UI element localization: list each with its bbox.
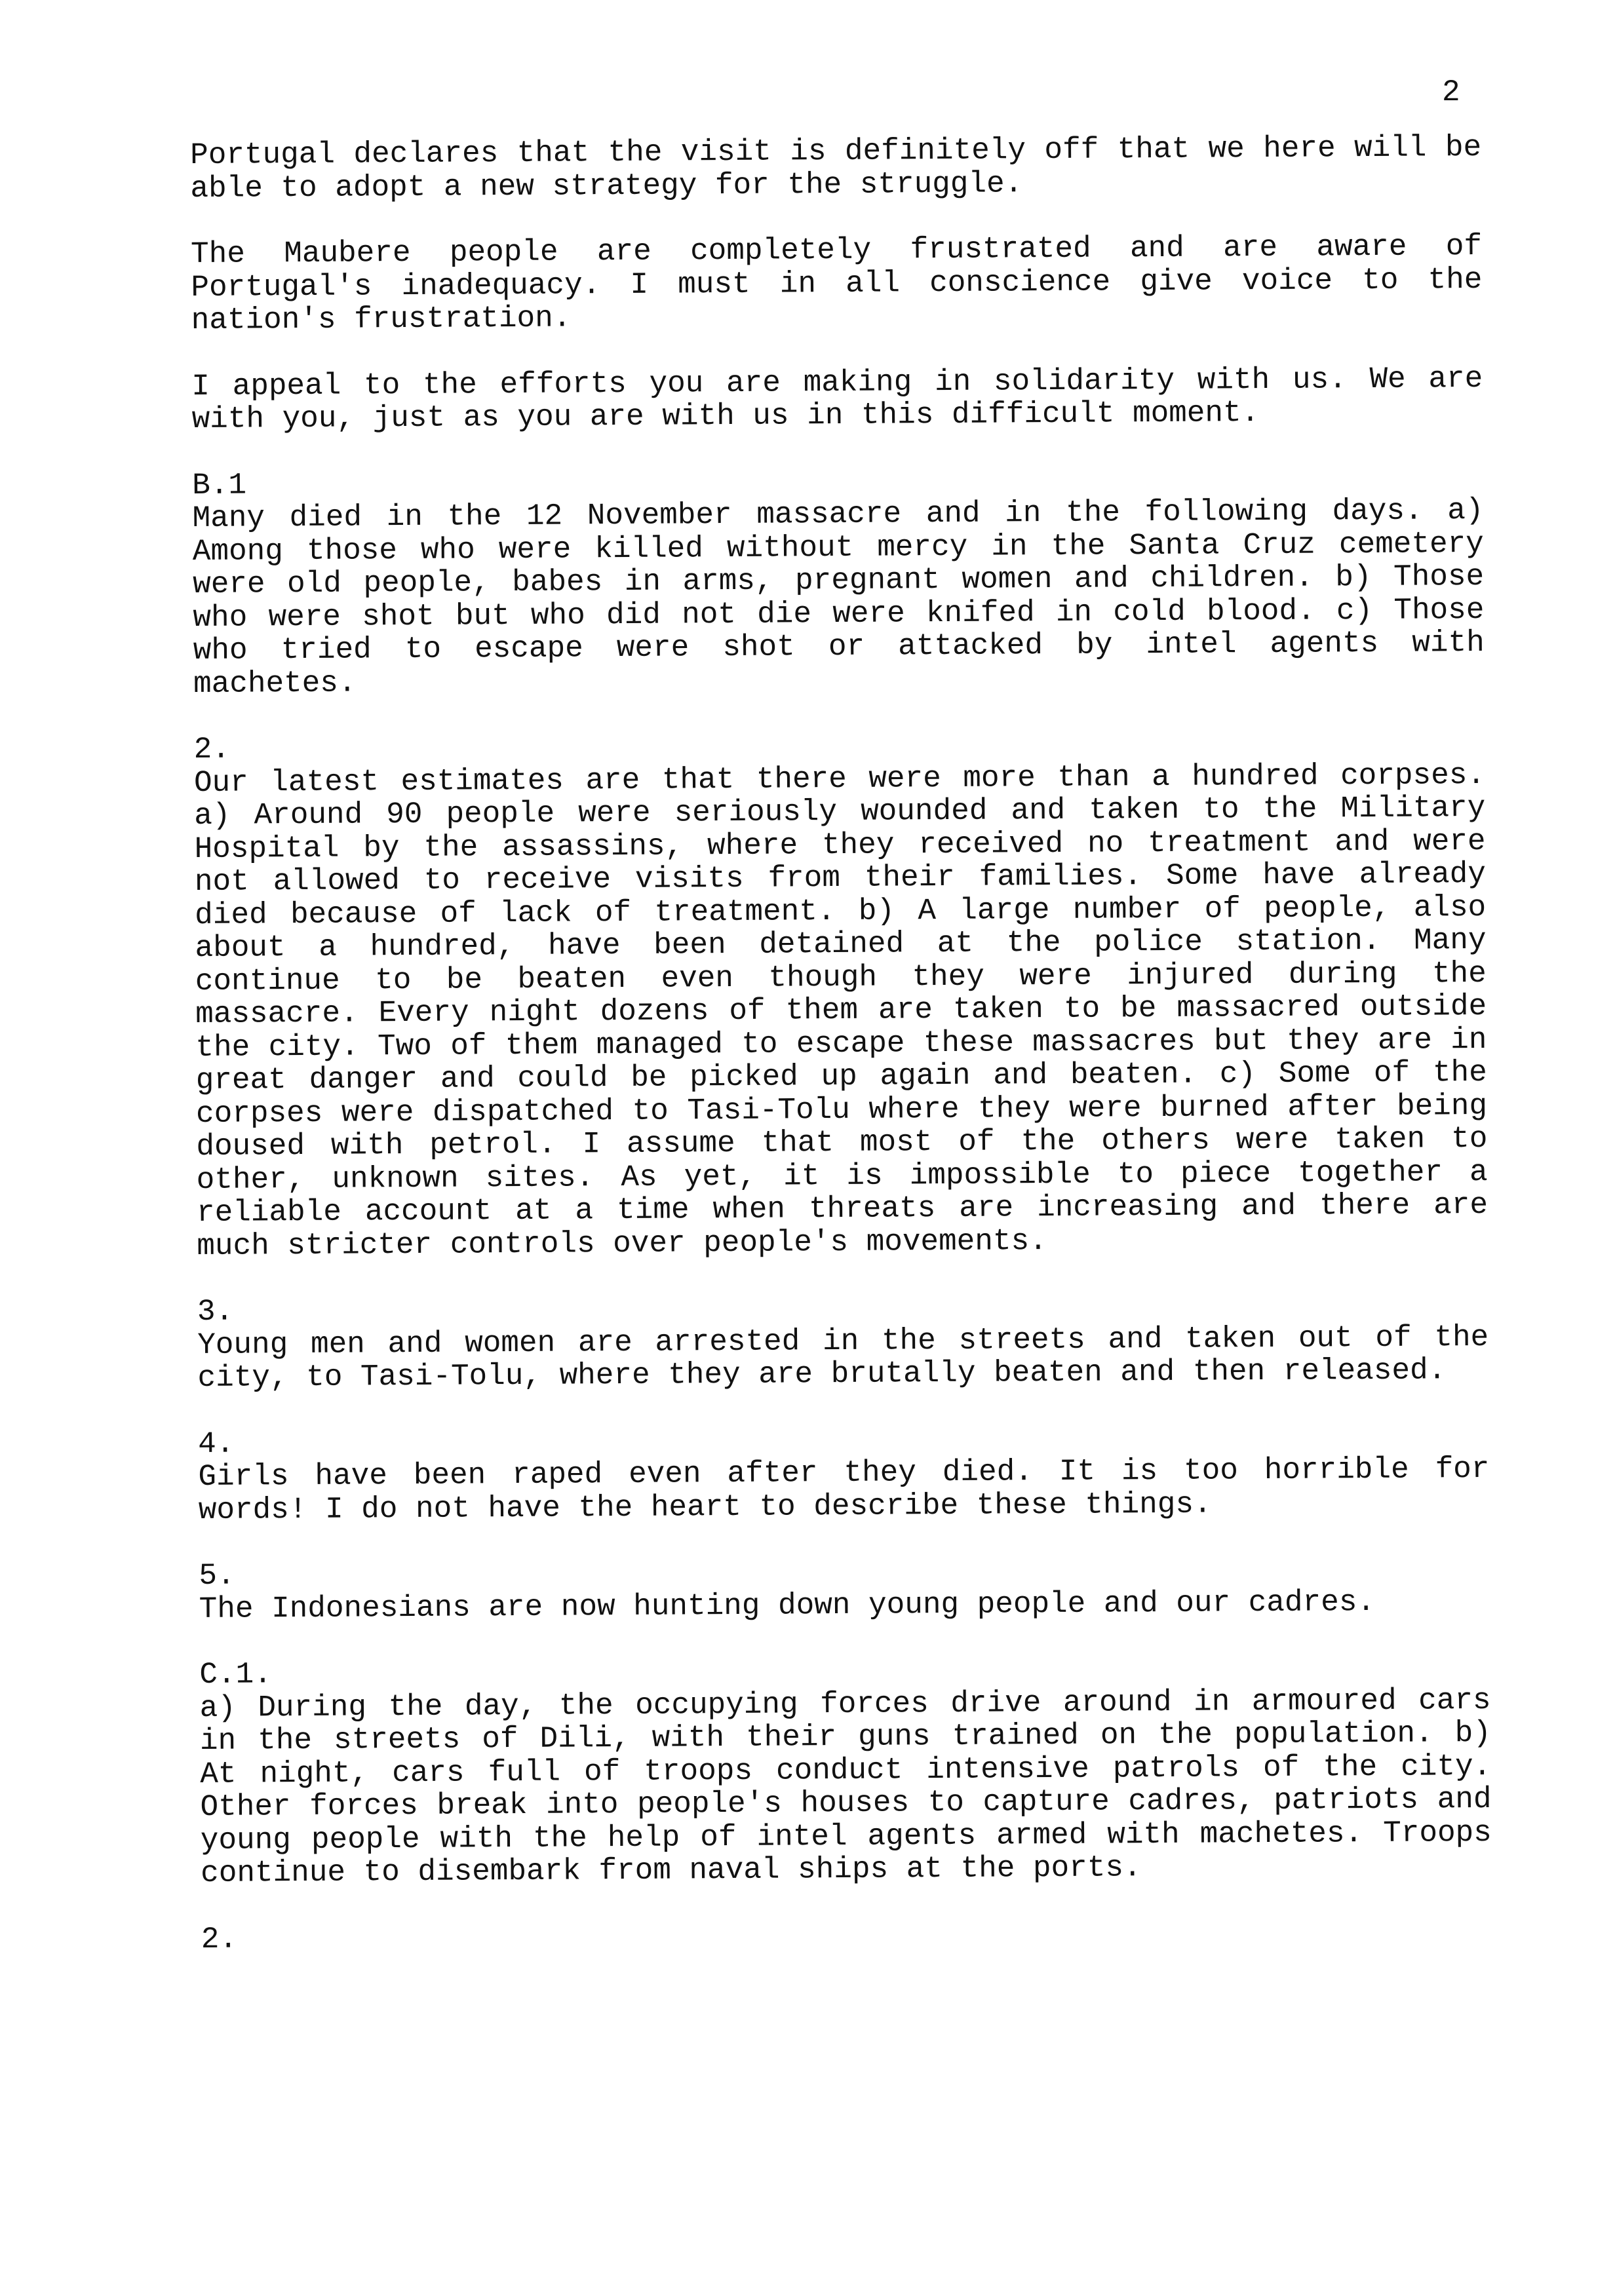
section-label: 2. bbox=[201, 1922, 238, 1957]
section-text: Many died in the 12 November massacre and in the following days. a) Among those who were killed without mercy in the Santa Cruz cemetery were old people, babes in arms, pregnant women and children. b) Those who were shot but who did not die were knifed in cold blood. c) Those who tried to escape were shot or attacked by intel agents with machetes. bbox=[192, 493, 1485, 701]
section-label: 2. bbox=[193, 732, 231, 767]
section-label: 4. bbox=[198, 1426, 235, 1461]
document-body bbox=[190, 131, 1492, 1956]
section-text: Young men and women are arrested in the streets and taken out of the city, to Tasi-Tolu, where they are brutally beaten and then released. bbox=[197, 1320, 1489, 1395]
section-label: 5. bbox=[199, 1558, 235, 1593]
section-text: Our latest estimates are that there were more than a hundred corpses. a) Around 90 people were seriously wounded and taken to the Military Hospital by the assassins, where they received no treatment and were not allowed to receive visits from their families. Some have already died because of lack of treatment. b) A large number of people, also about a hundred, have been detained at the police station. Many continue to be beaten even though they were injured during the massacre. Every night dozens of them are taken to be massacred outside the city. Two of them managed to escape these massacres but they are in great danger and could be picked up again and beaten. c) Some of the corpses were dispatched to Tasi-Tolu where they were burned after being doused with petrol. I assume that most of the others were taken to other, unknown sites. As yet, it is impossible to piece together a reliable account at a time when threats are increasing and there are much stricter controls over people's movements. bbox=[193, 757, 1489, 1263]
section-text: The Indonesians are now hunting down young people and our cadres. bbox=[199, 1584, 1376, 1626]
section-label: C.1. bbox=[199, 1657, 272, 1692]
paragraph: I appeal to the efforts you are making in solidarity with us. We are with you, just as you are with us in this difficult moment. bbox=[191, 361, 1483, 436]
section-text: a) During the day, the occupying forces drive around in armoured cars in the streets of Dili, with their guns trained on the population. b) At night, cars full of troops conduct intensive patrols of the city. Other forces break into people's houses to capture cadres, patriots and young people with the help of intel agents armed with machetes. Troops continue to disembark from naval ships at the ports. bbox=[199, 1683, 1492, 1890]
paragraph: Portugal declares that the visit is definitely off that we here will be able to adopt a new strategy for the struggle. bbox=[189, 130, 1482, 206]
page-number: 2 bbox=[1442, 75, 1460, 109]
section-text: Girls have been raped even after they died. It is too horrible for words! I do not have the heart to describe these things. bbox=[198, 1451, 1490, 1527]
paragraph: The Maubere people are completely frustrated and are aware of Portugal's inadequacy. I must in all conscience give voice to the nation's frustration. bbox=[190, 229, 1483, 337]
section-label: 3. bbox=[197, 1294, 234, 1329]
section-label: B.1 bbox=[192, 467, 247, 503]
